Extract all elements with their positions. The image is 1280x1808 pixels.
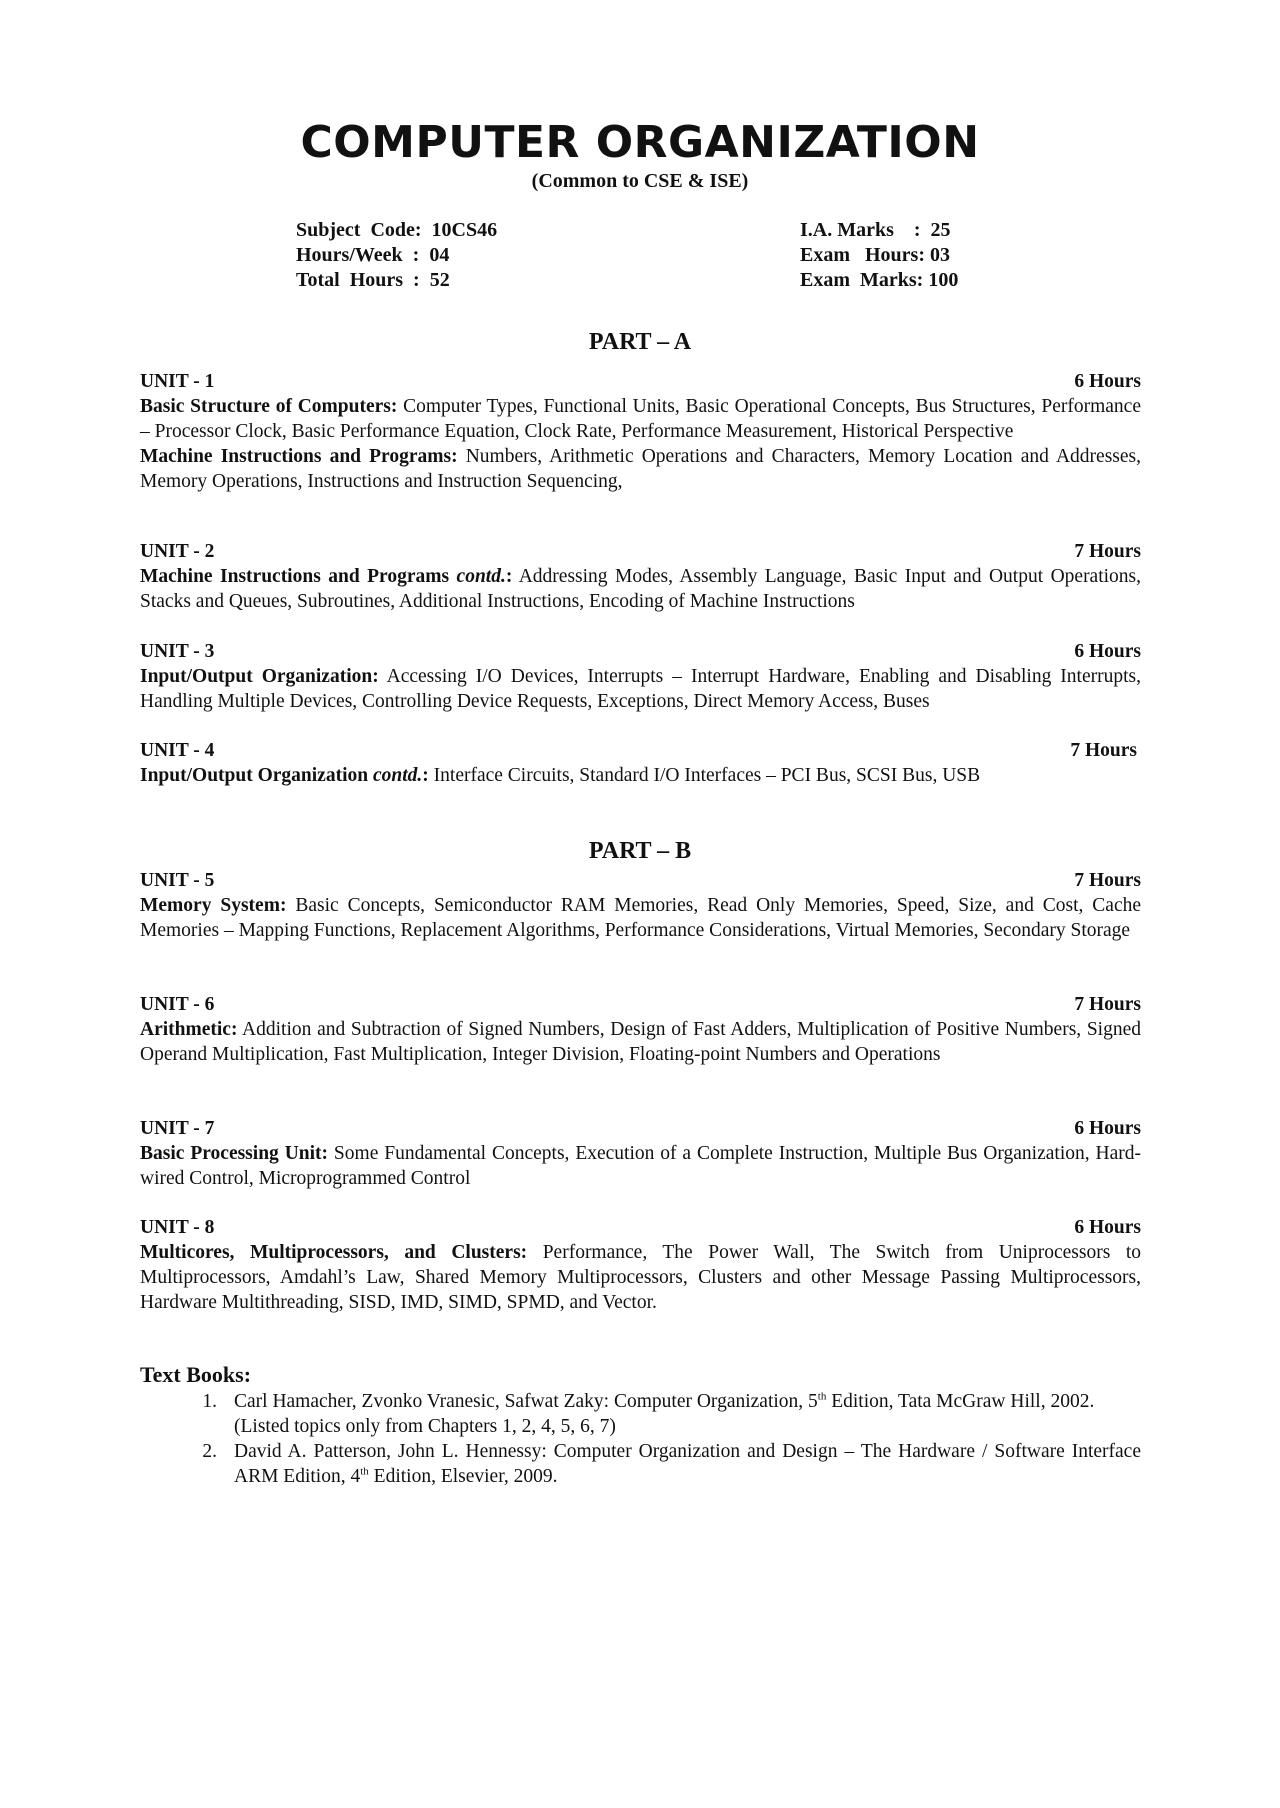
unit-label: UNIT - 5 [140, 870, 215, 891]
unit-label: UNIT - 3 [140, 641, 215, 662]
unit-label: UNIT - 7 [140, 1118, 215, 1139]
part-a-heading: PART – A [588, 329, 692, 355]
item-text [234, 1389, 1141, 1439]
topic-title: Arithmetic: [140, 1019, 238, 1040]
unit-topic [140, 1017, 1141, 1067]
unit-topic [140, 444, 1141, 494]
unit-header [140, 738, 1141, 763]
ia-marks: I.A. Marks : 25 [800, 219, 951, 241]
unit-body [140, 763, 1141, 788]
unit-header [140, 639, 1141, 664]
unit-body [140, 394, 1141, 494]
unit-8 [140, 1215, 1141, 1315]
text-books-list [140, 1389, 1141, 1489]
item-text-main: David A. Patterson, John L. Hennessy: Computer Organization and Design – The Hardware / Software Interface ARM Edition, 4 [234, 1441, 1141, 1487]
page-title: COMPUTER ORGANIZATION [300, 117, 980, 168]
topic-text: Some Fundamental Concepts, Execution of a Complete Instruction, Multiple Bus Organization, Hard-wired Control, Microprogrammed Control [140, 1143, 1141, 1189]
unit-body [140, 1017, 1141, 1067]
topic-title: Multicores, Multiprocessors, and Clusters: [140, 1242, 528, 1263]
unit-topic [140, 893, 1141, 943]
item-note: (Listed topics only from Chapters 1, 2, 4, 5, 6, 7) [234, 1416, 616, 1437]
unit-7 [140, 1116, 1141, 1191]
ordinal-suffix: th [817, 1390, 827, 1403]
unit-label: UNIT - 6 [140, 994, 215, 1015]
topic-title: Input/Output Organization: [140, 666, 379, 687]
topic-text: Accessing I/O Devices, Interrupts – Interrupt Hardware, Enabling and Disabling Interrupts, Handling Multiple Devices, Controlling Device Requests, Exceptions, Direct Memory Access, Buses [140, 666, 1141, 712]
exam-marks: Exam Marks: 100 [800, 269, 959, 291]
topic-title: Input/Output Organization [140, 765, 369, 786]
item-text-rest: Edition, Tata McGraw Hill, 2002. [826, 1391, 1095, 1412]
unit-topic [140, 564, 1141, 614]
unit-topic [140, 394, 1141, 444]
unit-topic [140, 1141, 1141, 1191]
topic-title: Machine Instructions and Programs: [140, 446, 458, 467]
unit-header [140, 992, 1141, 1017]
topic-colon: : [422, 765, 429, 786]
topic-text: Performance, The Power Wall, The Switch from Uniprocessors to Multiprocessors, Amdahl’s Law, Shared Memory Multiprocessors, Clusters and other Message Passing Multiprocessors, Hardware Multithreading, SISD, IMD, SIMD, SPMD, and Vector. [140, 1242, 1142, 1313]
topic-text: Basic Concepts, Semiconductor RAM Memories, Read Only Memories, Speed, Size, and Cost, Cache Memories – Mapping Functions, Replacement Algorithms, Performance Considerations, Virtual Memories, Secondary Storage [140, 895, 1142, 941]
unit-body [140, 564, 1141, 614]
item-number: 1. [202, 1391, 217, 1412]
unit-hours: 6 Hours [1074, 1217, 1141, 1238]
subject-code: Subject Code: 10CS46 [296, 219, 498, 241]
unit-header [140, 539, 1141, 564]
item-number: 2. [202, 1441, 217, 1462]
topic-contd: contd. [456, 566, 506, 587]
topic-title: Basic Structure of Computers: [140, 396, 398, 417]
unit-header [140, 369, 1141, 394]
subject-info-left [296, 218, 497, 293]
unit-body [140, 893, 1141, 943]
exam-hours: Exam Hours: 03 [800, 244, 950, 266]
unit-hours: 6 Hours [1074, 1118, 1141, 1139]
unit-label: UNIT - 8 [140, 1217, 215, 1238]
item-text [234, 1439, 1141, 1489]
total-hours: Total Hours : 52 [296, 269, 450, 291]
unit-hours: 7 Hours [1074, 994, 1141, 1015]
unit-5 [140, 868, 1141, 943]
topic-text: Interface Circuits, Standard I/O Interfaces – PCI Bus, SCSI Bus, USB [428, 765, 981, 786]
unit-2 [140, 539, 1141, 614]
unit-label: UNIT - 2 [140, 541, 215, 562]
list-item [140, 1389, 1141, 1439]
unit-hours: 7 Hours [1074, 541, 1141, 562]
unit-1 [140, 369, 1141, 494]
topic-text: Computer Types, Functional Units, Basic Operational Concepts, Bus Structures, Performance – Processor Clock, Basic Performance Equation, Clock Rate, Performance Measurement, Historical Perspective [140, 396, 1141, 442]
unit-hours: 7 Hours [1074, 870, 1141, 891]
text-books-section [140, 1362, 1141, 1489]
topic-contd: contd. [372, 765, 423, 786]
unit-header [140, 1116, 1141, 1141]
unit-3 [140, 639, 1141, 714]
topic-title: Memory System: [140, 895, 287, 916]
item-text-main: Carl Hamacher, Zvonko Vranesic, Safwat Zaky: Computer Organization, 5 [234, 1391, 818, 1412]
text-books-heading: Text Books: [140, 1362, 252, 1387]
item-text-rest: Edition, Elsevier, 2009. [368, 1466, 558, 1487]
topic-title: Machine Instructions and Programs [140, 566, 450, 587]
page-subtitle: (Common to CSE & ISE) [531, 170, 749, 192]
unit-body [140, 664, 1141, 714]
unit-label: UNIT - 4 [140, 740, 215, 761]
hours-per-week: Hours/Week : 04 [296, 244, 450, 266]
ordinal-suffix: th [360, 1465, 369, 1478]
unit-body [140, 1240, 1141, 1315]
unit-body [140, 1141, 1141, 1191]
unit-hours: 7 Hours [1070, 740, 1137, 761]
unit-topic [140, 763, 1141, 788]
unit-6 [140, 992, 1141, 1067]
unit-hours: 6 Hours [1074, 641, 1141, 662]
list-item [140, 1439, 1141, 1489]
unit-label: UNIT - 1 [140, 371, 215, 392]
topic-text: Addition and Subtraction of Signed Numbers, Design of Fast Adders, Multiplication of Positive Numbers, Signed Operand Multiplication, Fast Multiplication, Integer Division, Floating-point Numbers and Operations [140, 1019, 1141, 1065]
unit-header [140, 1215, 1141, 1240]
topic-text: Numbers, Arithmetic Operations and Characters, Memory Location and Addresses, Memory Operations, Instructions and Instruction Sequencing, [140, 446, 1141, 492]
unit-topic [140, 664, 1141, 714]
topic-title: Basic Processing Unit: [140, 1143, 329, 1164]
unit-hours: 6 Hours [1074, 371, 1141, 392]
topic-text: Addressing Modes, Assembly Language, Basic Input and Output Operations, Stacks and Queues, Subroutines, Additional Instructions, Encoding of Machine Instructions [140, 566, 1142, 612]
topic-colon: : [505, 566, 513, 587]
part-b-heading: PART – B [588, 838, 692, 864]
unit-header [140, 868, 1141, 893]
unit-4 [140, 738, 1141, 788]
unit-topic [140, 1240, 1141, 1315]
subject-info-right [800, 218, 958, 293]
